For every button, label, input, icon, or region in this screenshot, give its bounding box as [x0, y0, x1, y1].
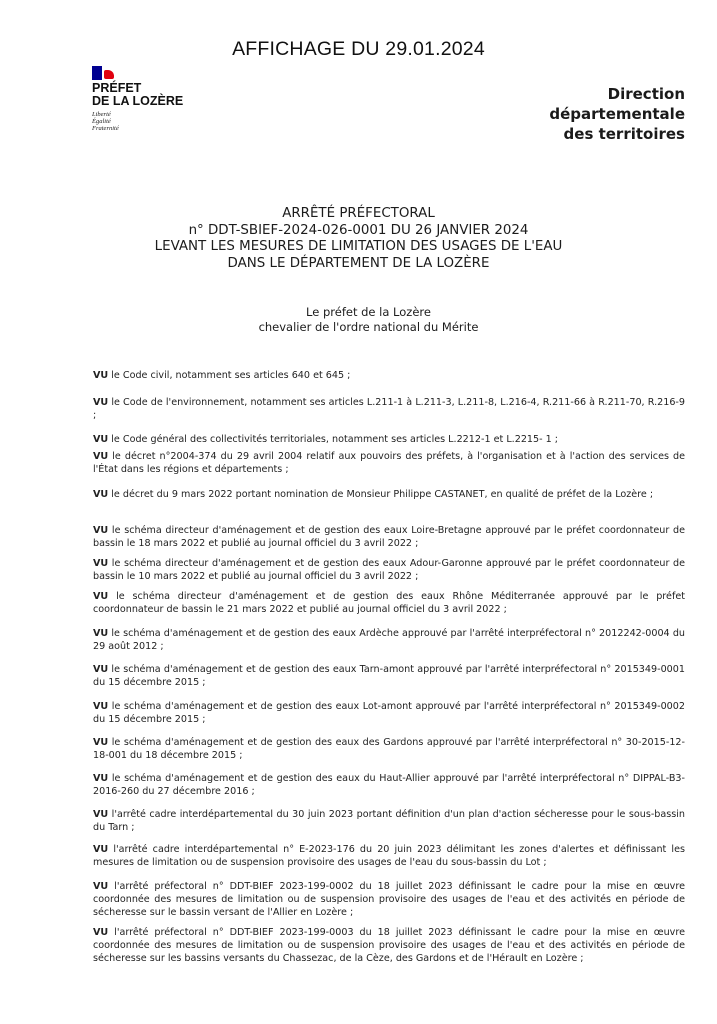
visa-paragraph — [93, 772, 685, 798]
visa-text: le schéma d'aménagement et de gestion des eaux du Haut-Allier approuvé par l'arrêté interpréfectoral n° DIPPAL-B3-2016-260 du 27 décembre 2016 ; — [93, 773, 685, 798]
visa-text: le schéma directeur d'aménagement et de gestion des eaux Adour-Garonne approuvé par le préfet coordonnateur de bassin le 10 mars 2022 et publié au journal officiel du 3 avril 2022 ; — [93, 558, 685, 583]
visa-keyword: VU — [93, 591, 109, 602]
visa-paragraph — [93, 524, 685, 550]
visa-keyword: VU — [93, 927, 109, 938]
title-line-4: DANS LE DÉPARTEMENT DE LA LOZÈRE — [227, 255, 490, 271]
prefet-line-2: chevalier de l'ordre national du Mérite — [258, 320, 479, 334]
visa-paragraph — [93, 590, 685, 616]
visa-paragraph — [93, 926, 685, 966]
visa-paragraph — [93, 700, 685, 726]
visa-keyword: VU — [93, 773, 109, 784]
visa-keyword: VU — [93, 701, 109, 712]
visa-paragraph — [93, 488, 685, 501]
logo-name-line2: DE LA LOZÈRE — [92, 94, 184, 108]
direction-line-2: départementale — [549, 105, 685, 123]
direction-line-3: des territoires — [563, 125, 685, 143]
visa-paragraph — [93, 843, 685, 869]
visa-paragraph — [93, 880, 685, 920]
visa-paragraph — [93, 557, 685, 583]
visa-paragraph — [93, 369, 685, 382]
direction-line-1: Direction — [607, 85, 685, 103]
visa-text: le schéma d'aménagement et de gestion des eaux Lot-amont approuvé par l'arrêté interpréfectoral n° 2015349-0002 du 15 décembre 2015 ; — [93, 701, 685, 726]
visa-paragraph — [93, 433, 685, 446]
visa-text: l'arrêté préfectoral n° DDT-BIEF 2023-199-0003 du 18 juillet 2023 définissant le cadre pour la mise en œuvre coordonnée des mesures de limitation ou de suspension provisoire des usages de l'eau et des activités en période de sécheresse sur les bassins versants du Chassezac, de la Cèze, des Gardons et de l'Hérault en Lozère ; — [93, 927, 685, 965]
visa-keyword: VU — [93, 881, 109, 892]
visa-text: le schéma directeur d'aménagement et de gestion des eaux Rhône Méditerranée approuvé par le préfet coordonnateur de bassin le 21 mars 2022 et publié au journal officiel du 3 avril 2022 ; — [93, 591, 685, 616]
issuing-direction — [549, 84, 685, 144]
visa-text: l'arrêté cadre interdépartemental n° E-2023-176 du 20 juin 2023 délimitant les zones d'alertes et définissant les mesures de limitation ou de suspension provisoire des usages de l'eau du sous-bassin du Lot ; — [93, 844, 685, 869]
visa-paragraph — [93, 663, 685, 689]
visa-keyword: VU — [93, 558, 109, 569]
visa-keyword: VU — [93, 451, 109, 462]
marianne-icon — [92, 66, 116, 80]
title-line-2: n° DDT-SBIEF-2024-026-0001 DU 26 JANVIER 2024 — [188, 222, 529, 238]
visa-keyword: VU — [93, 370, 109, 381]
devise-liberte: Liberté — [92, 111, 111, 118]
logo-name-line1: PRÉFET — [92, 81, 142, 95]
visa-keyword: VU — [93, 809, 109, 820]
visa-text: l'arrêté préfectoral n° DDT-BIEF 2023-199-0002 du 18 juillet 2023 définissant le cadre pour la mise en œuvre coordonnée des mesures de limitation ou de suspension provisoire des usages de l'eau et des activités en période de sécheresse sur le bassin versant de l'Allier en Lozère ; — [93, 881, 685, 919]
visa-text: le décret du 9 mars 2022 portant nomination de Monsieur Philippe CASTANET, en qualité de préfet de la Lozère ; — [108, 489, 654, 500]
visa-keyword: VU — [93, 434, 109, 445]
visa-text: l'arrêté cadre interdépartemental du 30 juin 2023 portant définition d'un plan d'action sécheresse pour le sous-bassin du Tarn ; — [93, 809, 685, 834]
visa-text: le décret n°2004-374 du 29 avril 2004 relatif aux pouvoirs des préfets, à l'organisation et à l'action des services de l'État dans les régions et départements ; — [93, 451, 685, 476]
visa-text: le Code général des collectivités territoriales, notamment ses articles L.2212-1 et L.2215- 1 ; — [108, 434, 559, 445]
devise-fraternite: Fraternité — [92, 125, 119, 132]
visa-paragraph — [93, 736, 685, 762]
devise-egalite: Égalité — [92, 118, 111, 125]
visa-text: le Code de l'environnement, notamment ses articles L.211-1 à L.211-3, L.211-8, L.216-4, R.211-66 à R.211-70, R.216-9 ; — [93, 397, 685, 422]
visa-keyword: VU — [93, 628, 109, 639]
visa-keyword: VU — [93, 664, 109, 675]
visa-text: le Code civil, notamment ses articles 640 et 645 ; — [108, 370, 351, 381]
visa-keyword: VU — [93, 844, 109, 855]
prefet-line-1: Le préfet de la Lozère — [306, 305, 431, 319]
visa-keyword: VU — [93, 397, 109, 408]
prefet-heading — [0, 305, 717, 335]
prefecture-logo — [92, 66, 212, 132]
title-line-1: ARRÊTÉ PRÉFECTORAL — [282, 206, 435, 221]
logo-devise — [92, 111, 212, 132]
visa-text: le schéma d'aménagement et de gestion des eaux Ardèche approuvé par l'arrêté interpréfectoral n° 2012242-0004 du 29 août 2012 ; — [93, 628, 685, 653]
visa-keyword: VU — [93, 737, 109, 748]
display-date-stamp: AFFICHAGE DU 29.01.2024 — [232, 38, 485, 60]
title-line-3: LEVANT LES MESURES DE LIMITATION DES USAGES DE L'EAU — [154, 239, 563, 254]
visa-keyword: VU — [93, 489, 109, 500]
visa-paragraph — [93, 627, 685, 653]
visa-paragraph — [93, 808, 685, 834]
visa-text: le schéma directeur d'aménagement et de gestion des eaux Loire-Bretagne approuvé par le préfet coordonnateur de bassin le 18 mars 2022 et publié au journal officiel du 3 avril 2022 ; — [93, 525, 685, 550]
visa-keyword: VU — [93, 525, 109, 536]
visa-text: le schéma d'aménagement et de gestion des eaux des Gardons approuvé par l'arrêté interpréfectoral n° 30-2015-12-18-001 du 18 décembre 2015 ; — [93, 737, 685, 762]
visa-text: le schéma d'aménagement et de gestion des eaux Tarn-amont approuvé par l'arrêté interpréfectoral n° 2015349-0001 du 15 décembre 2015 ; — [93, 664, 685, 689]
visa-paragraph — [93, 396, 685, 422]
decree-title — [0, 206, 717, 272]
visa-paragraph — [93, 450, 685, 476]
